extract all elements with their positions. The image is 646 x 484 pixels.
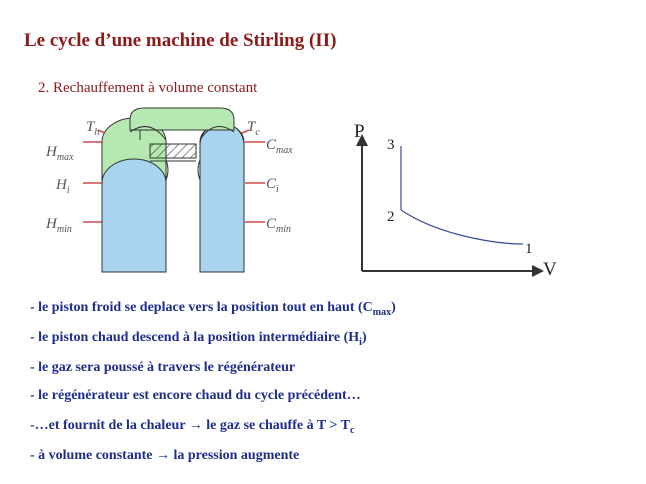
bullet-6: - à volume constante → la pression augmente: [30, 448, 300, 463]
slide-title: Le cycle d’une machine de Stirling (II): [24, 30, 337, 51]
bullet-2: - le piston chaud descend à la position intermédiaire $(H_i)$: [30, 330, 367, 348]
section-subtitle: 2. Rechauffement à volume constant: [38, 80, 258, 96]
isotherm-curve: [401, 210, 523, 244]
hot-piston: [102, 159, 166, 272]
ci-label: $C_i$: [266, 176, 279, 195]
regenerator: [150, 144, 196, 158]
bullet-5: -…et fournit de la chaleur → le gaz se chauffe à $T > T_c$: [30, 418, 355, 436]
hi-label: $H_i$: [56, 177, 70, 196]
cold-piston: [200, 123, 244, 272]
cmax-label: $C_{max}$: [266, 137, 293, 156]
bullet-1: - le piston froid se deplace vers la position tout en haut $(C_{max})$: [30, 300, 396, 318]
point-2-label: 2: [387, 209, 395, 225]
cmin-label: $C_{min}$: [266, 216, 292, 235]
th-label: $T_h$: [86, 119, 100, 138]
bullet-3: - le gaz sera poussé à travers le régénérateur: [30, 360, 296, 375]
hmin-label: $H_{min}$: [46, 216, 72, 235]
point-1-label: 1: [525, 241, 533, 257]
point-3-label: 3: [387, 137, 395, 153]
y-axis-label: P: [354, 121, 365, 142]
bullet-4: - le régénérateur est encore chaud du cycle précédent…: [30, 388, 361, 403]
x-axis-label: V: [543, 259, 557, 280]
pv-plot: [354, 121, 557, 280]
hmax-label: $H_{max}$: [46, 144, 74, 163]
tc-label: $T_c$: [247, 119, 260, 138]
